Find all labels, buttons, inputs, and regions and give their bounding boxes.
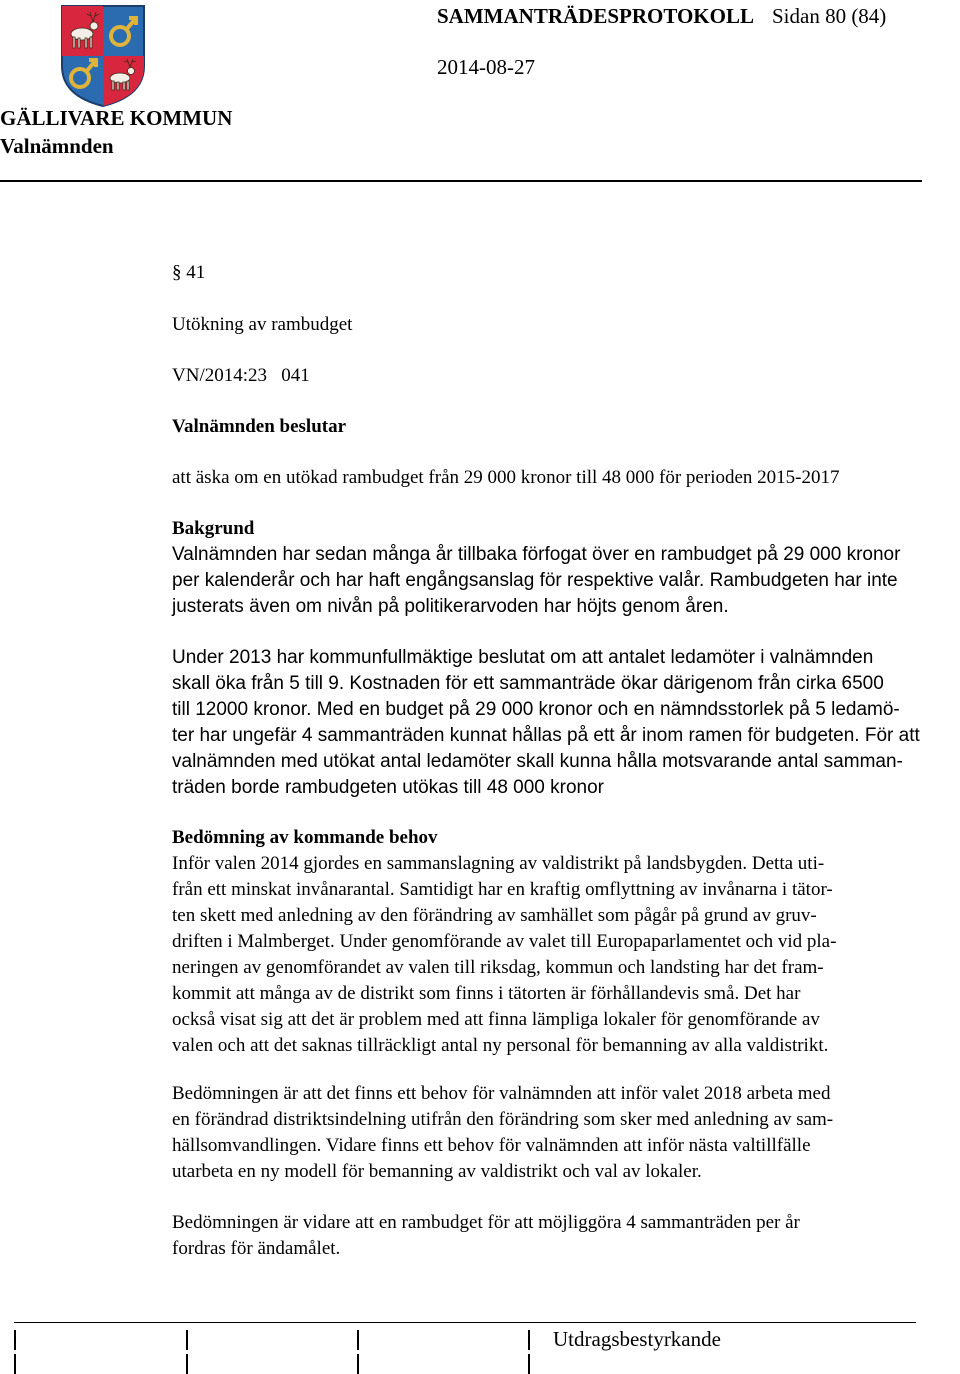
text-line: skall öka från 5 till 9. Kostnaden för ett sammanträde ökar därigenom från cirka 6500 xyxy=(172,673,884,694)
subject-title: Utökning av rambudget xyxy=(172,314,353,335)
text-line: valen och att det saknas tillräckligt antal ny personal för bemanning av alla valdistrikt. xyxy=(172,1035,829,1056)
assessment-heading: Bedömning av kommande behov xyxy=(172,827,438,848)
signature-box-divider xyxy=(528,1354,530,1374)
signature-box-divider xyxy=(528,1330,530,1350)
text-line: Under 2013 har kommunfullmäktige beslutat om att antalet ledamöter i valnämnden xyxy=(172,647,874,668)
text-line: ten skett med anledning av den förändring av samhället som pågår på grund av gruv- xyxy=(172,905,817,926)
extract-certification-label: Utdragsbestyrkande xyxy=(553,1327,721,1351)
text-line: Bedömningen är att det finns ett behov för valnämnden att inför valet 2018 arbeta med xyxy=(172,1083,831,1104)
signature-box-divider xyxy=(14,1330,16,1350)
header-divider xyxy=(0,180,922,182)
page-number: Sidan 80 (84) xyxy=(771,4,887,28)
text-line: Valnämnden har sedan många år tillbaka förfogat över en rambudget på 29 000 kronor xyxy=(172,544,901,565)
text-line: till 12000 kronor. Med en budget på 29 000 kronor och en nämndsstorlek på 5 ledamö- xyxy=(172,699,900,720)
text-line: hällsomvandlingen. Vidare finns ett behov för valnämnden att inför nästa valtillfälle xyxy=(172,1135,811,1156)
text-line: en förändrad distriktsindelning utifrån den förändring som sker med anledning av sam- xyxy=(172,1109,834,1130)
municipality-name: GÄLLIVARE KOMMUN xyxy=(0,106,233,130)
decision-heading: Valnämnden beslutar xyxy=(172,416,347,437)
document-title xyxy=(437,4,886,29)
text-line: driften i Malmberget. Under genomförande av valet till Europaparlamentet och vid pla- xyxy=(172,931,837,952)
text-line: ter har ungefär 4 sammanträden kunnat hållas på ett år inom ramen för budgeten. För att xyxy=(172,725,920,746)
background-paragraph-1 xyxy=(172,542,900,620)
signature-box-divider xyxy=(186,1330,188,1350)
decision-text: att äska om en utökad rambudget från 29 000 kronor till 48 000 för perioden 2015-2017 xyxy=(172,467,840,488)
text-line: kommit att många av de distrikt som finns i tätorten är förhållandevis små. Det har xyxy=(172,983,801,1004)
text-line: också visat sig att det är problem med att finna lämpliga lokaler för genomförande av xyxy=(172,1009,820,1030)
text-line: Bedömningen är vidare att en rambudget för att möjliggöra 4 sammanträden per år xyxy=(172,1212,800,1233)
text-line: från ett minskat invånarantal. Samtidigt har en kraftig omflyttning av invånarna i tätor- xyxy=(172,879,833,900)
assessment-paragraph-1 xyxy=(172,851,836,1059)
text-line: Inför valen 2014 gjordes en sammanslagning av valdistrikt på landsbygden. Detta uti- xyxy=(172,853,825,874)
text-line: träden borde rambudgeten utökas till 48 000 kronor xyxy=(172,777,604,798)
text-line: valnämnden med utökat antal ledamöter skall kunna hålla motsvarande antal samman- xyxy=(172,751,903,772)
case-number: VN/2014:23 041 xyxy=(172,365,310,386)
signature-box-divider xyxy=(14,1354,16,1374)
assessment-paragraph-2 xyxy=(172,1081,833,1185)
meeting-date: 2014-08-27 xyxy=(437,55,535,79)
protocol-title: SAMMANTRÄDESPROTOKOLL xyxy=(437,4,754,28)
signature-box-divider xyxy=(186,1354,188,1374)
background-paragraph-2 xyxy=(172,645,920,801)
background-heading: Bakgrund xyxy=(172,518,255,539)
text-line: justerats även om nivån på politikerarvoden har höjts genom åren. xyxy=(172,596,729,617)
signature-box-divider xyxy=(357,1354,359,1374)
committee-name: Valnämnden xyxy=(0,134,114,158)
text-line: per kalenderår och har haft engångsanslag för respektive valår. Rambudgeten har inte xyxy=(172,570,898,591)
text-line: fordras för ändamålet. xyxy=(172,1238,341,1259)
text-line: utarbeta en ny modell för bemanning av valdistrikt och val av lokaler. xyxy=(172,1161,702,1182)
signature-box-divider xyxy=(357,1330,359,1350)
assessment-paragraph-3 xyxy=(172,1210,800,1262)
municipal-coat-of-arms xyxy=(60,4,146,108)
text-line: neringen av genomförandet av valen till riksdag, kommun och landsting har det fram- xyxy=(172,957,824,978)
section-number: § 41 xyxy=(172,262,206,283)
footer-divider xyxy=(14,1322,916,1323)
